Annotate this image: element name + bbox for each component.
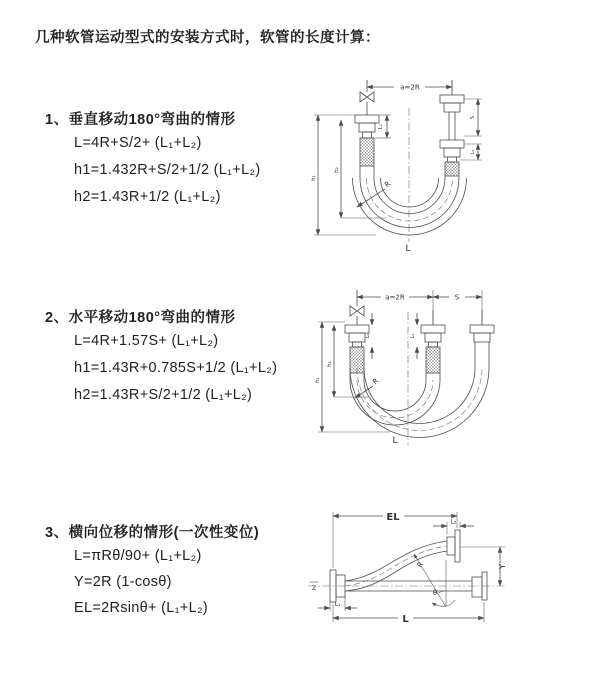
page-title: 几种软管运动型式的安装方式时，软管的长度计算： bbox=[35, 30, 380, 46]
dim-l1 bbox=[365, 313, 372, 359]
dim-h2-label: h₂ bbox=[327, 361, 333, 367]
valve-icon bbox=[350, 306, 364, 316]
dim-l1-label: L₁ bbox=[378, 123, 384, 130]
section-1-formula-h1: h1=1.432R+S/2+1/2 (L₁+L₂) bbox=[74, 162, 261, 178]
dim-h2-label: h₂ bbox=[334, 167, 340, 173]
dim-a2r-label: a=2R bbox=[400, 83, 420, 92]
dim-l1 bbox=[318, 597, 357, 611]
dim-length bbox=[333, 602, 484, 625]
upper-flange bbox=[447, 530, 505, 562]
dim-l2-label: L₂ bbox=[410, 333, 416, 339]
dim-a2r-label: a=2R bbox=[385, 293, 405, 302]
dim-h1-label: h₁ bbox=[315, 377, 321, 383]
dim-s-label: S bbox=[454, 293, 460, 302]
braided-hose-section bbox=[426, 347, 440, 373]
dim-h1 bbox=[315, 322, 390, 432]
section-3-formula-L: L=πRθ/90+ (L₁+L₂) bbox=[74, 548, 202, 564]
section-1-heading: 1、垂直移动180°弯曲的情形 bbox=[45, 112, 236, 128]
section-2-formula-h2: h2=1.43R+S/2+1/2 (L₁+L₂) bbox=[74, 387, 253, 403]
break-mark bbox=[310, 582, 319, 592]
dim-el-label: EL bbox=[386, 512, 400, 523]
dim-length-label: L bbox=[402, 614, 409, 625]
left-pipe-assembly bbox=[345, 290, 369, 373]
dim-s-label: S bbox=[470, 115, 476, 120]
u-hose-position-a bbox=[350, 373, 440, 425]
radius-label: R bbox=[371, 376, 381, 387]
straight-hose bbox=[345, 581, 472, 591]
dim-el bbox=[333, 512, 457, 568]
u-hose-position-b bbox=[350, 342, 489, 438]
dim-s bbox=[433, 294, 482, 302]
dim-a2r bbox=[357, 290, 482, 322]
middle-pipe-assembly bbox=[421, 310, 445, 373]
section-1-formula-h2: h2=1.43R+1/2 (L₁+L₂) bbox=[74, 189, 221, 205]
dim-l2-label: L₂ bbox=[450, 518, 457, 526]
angle-theta-label: θ bbox=[432, 589, 438, 597]
dim-l1-label: L₁ bbox=[365, 333, 371, 339]
dim-l1 bbox=[375, 115, 391, 138]
dim-l2 bbox=[460, 144, 482, 160]
section-3-formula-EL: EL=2Rsinθ+ (L₁+L₂) bbox=[74, 600, 209, 616]
dim-l2 bbox=[433, 519, 474, 535]
section-1-formula-L: L=4R+S/2+ (L₁+L₂) bbox=[74, 135, 202, 151]
diagram-horizontal-180-bend bbox=[310, 280, 600, 470]
dim-l2 bbox=[410, 313, 417, 359]
dim-a2r bbox=[367, 80, 452, 92]
dim-s bbox=[464, 99, 482, 136]
right-pipe-assembly bbox=[470, 310, 494, 342]
section-3-formula-Y: Y=2R (1-cosθ) bbox=[74, 574, 172, 590]
section-2-heading: 2、水平移动180°弯曲的情形 bbox=[45, 310, 236, 326]
dim-l2-label: L₂ bbox=[470, 149, 476, 155]
dim-h1-label: h₁ bbox=[311, 175, 317, 181]
section-2-formula-L: L=4R+1.57S+ (L₁+L₂) bbox=[74, 333, 219, 349]
braided-hose-section bbox=[360, 138, 374, 166]
dim-y bbox=[498, 547, 507, 586]
length-label: L bbox=[405, 244, 411, 254]
left-pipe-assembly bbox=[355, 80, 379, 166]
section-3-heading: 3、横向位移的情形(一次性变位) bbox=[45, 525, 260, 541]
break-mark-label: Z bbox=[311, 585, 317, 592]
section-2-formula-h1: h1=1.43R+0.785S+1/2 (L₁+L₂) bbox=[74, 360, 278, 376]
radius-callout bbox=[414, 554, 446, 607]
diagram-vertical-180-bend bbox=[310, 70, 600, 260]
diagram-lateral-displacement bbox=[300, 500, 600, 660]
dim-y-label: Y bbox=[498, 564, 507, 569]
length-label: L bbox=[392, 436, 398, 446]
radius-label: R bbox=[415, 560, 426, 570]
dim-h1 bbox=[311, 115, 376, 235]
valve-icon bbox=[360, 92, 374, 102]
radius-label: R bbox=[383, 179, 393, 190]
dim-l1-label: L₁ bbox=[334, 601, 341, 608]
angle-theta bbox=[432, 589, 455, 606]
right-pipe-assembly bbox=[440, 80, 464, 176]
braided-hose-section bbox=[445, 162, 459, 176]
